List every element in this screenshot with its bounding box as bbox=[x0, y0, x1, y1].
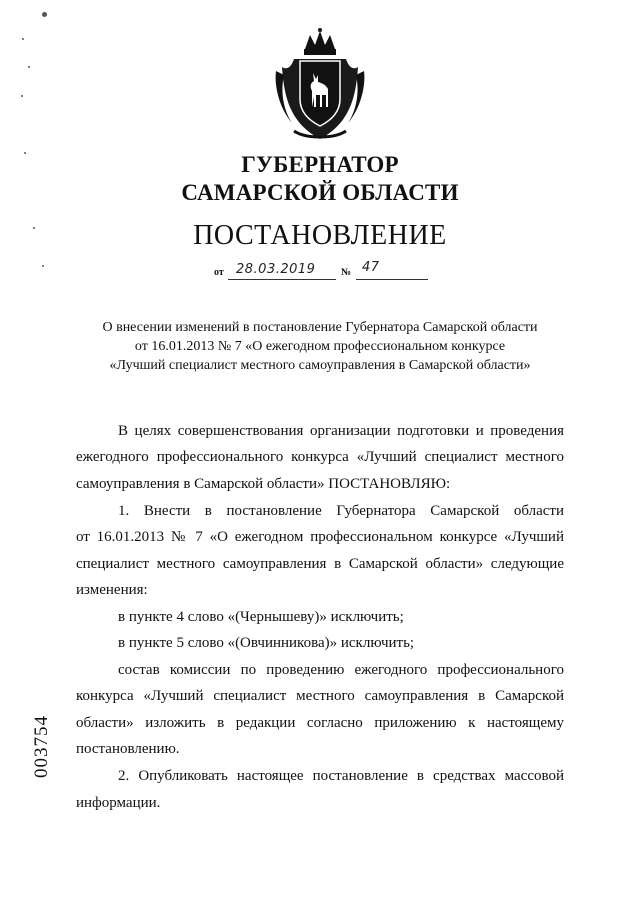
document-subject bbox=[60, 318, 580, 375]
subject-line: от 16.01.2013 № 7 «О ежегодном профессиональном конкурсе bbox=[134, 339, 506, 354]
body-line: в пункте 5 слово «(Овчинникова)» исключить; bbox=[118, 635, 415, 651]
number-label: № bbox=[341, 267, 352, 278]
number-underline bbox=[356, 279, 428, 280]
body-line: постановлению. bbox=[76, 741, 180, 757]
scan-speck bbox=[21, 95, 23, 97]
date-underline bbox=[228, 279, 336, 280]
issuer-title-line2: САМАРСКОЙ ОБЛАСТИ bbox=[181, 180, 459, 205]
subject-line: О внесении изменений в постановление Губернатора Самарской области bbox=[102, 320, 538, 335]
document-type-title: ПОСТАНОВЛЕНИЕ bbox=[193, 220, 447, 251]
date-label: от bbox=[214, 267, 224, 278]
registration-code: 003754 bbox=[31, 715, 52, 778]
body-line: специалист местного самоуправления в Самарской области» следующие bbox=[76, 556, 564, 572]
subject-line: «Лучший специалист местного самоуправления в Самарской области» bbox=[109, 358, 531, 373]
scan-speck bbox=[42, 12, 47, 17]
body-line: 1. Внести в постановление Губернатора Самарской области bbox=[118, 503, 564, 519]
scan-speck bbox=[42, 265, 44, 267]
body-line: ежегодного профессионального конкурса «Лучший специалист местного bbox=[76, 449, 564, 465]
body-line: 2. Опубликовать настоящее постановление в средствах массовой bbox=[118, 768, 564, 784]
body-line: самоуправления в Самарской области» ПОСТАНОВЛЯЮ: bbox=[76, 476, 451, 492]
scan-speck bbox=[28, 66, 30, 68]
body-line: области» изложить в редакции согласно приложению к настоящему bbox=[76, 715, 564, 731]
samara-coat-of-arms-icon bbox=[272, 27, 368, 145]
body-line: конкурса «Лучший специалист местного самоуправления в Самарской bbox=[76, 688, 564, 704]
body-line: изменения: bbox=[76, 582, 148, 598]
date-handwritten: 28.03.2019 bbox=[236, 262, 316, 277]
issuer-title-line1: ГУБЕРНАТОР bbox=[241, 152, 399, 177]
scan-speck bbox=[22, 38, 24, 40]
body-line: В целях совершенствования организации подготовки и проведения bbox=[118, 423, 564, 439]
body-line: в пункте 4 слово «(Чернышеву)» исключить; bbox=[118, 609, 404, 625]
body-line: от 16.01.2013 № 7 «О ежегодном профессиональном конкурсе «Лучший bbox=[76, 529, 564, 545]
number-handwritten: 47 bbox=[362, 260, 380, 275]
body-line: состав комиссии по проведению ежегодного профессионального bbox=[118, 662, 564, 678]
body-line: информации. bbox=[76, 795, 161, 811]
